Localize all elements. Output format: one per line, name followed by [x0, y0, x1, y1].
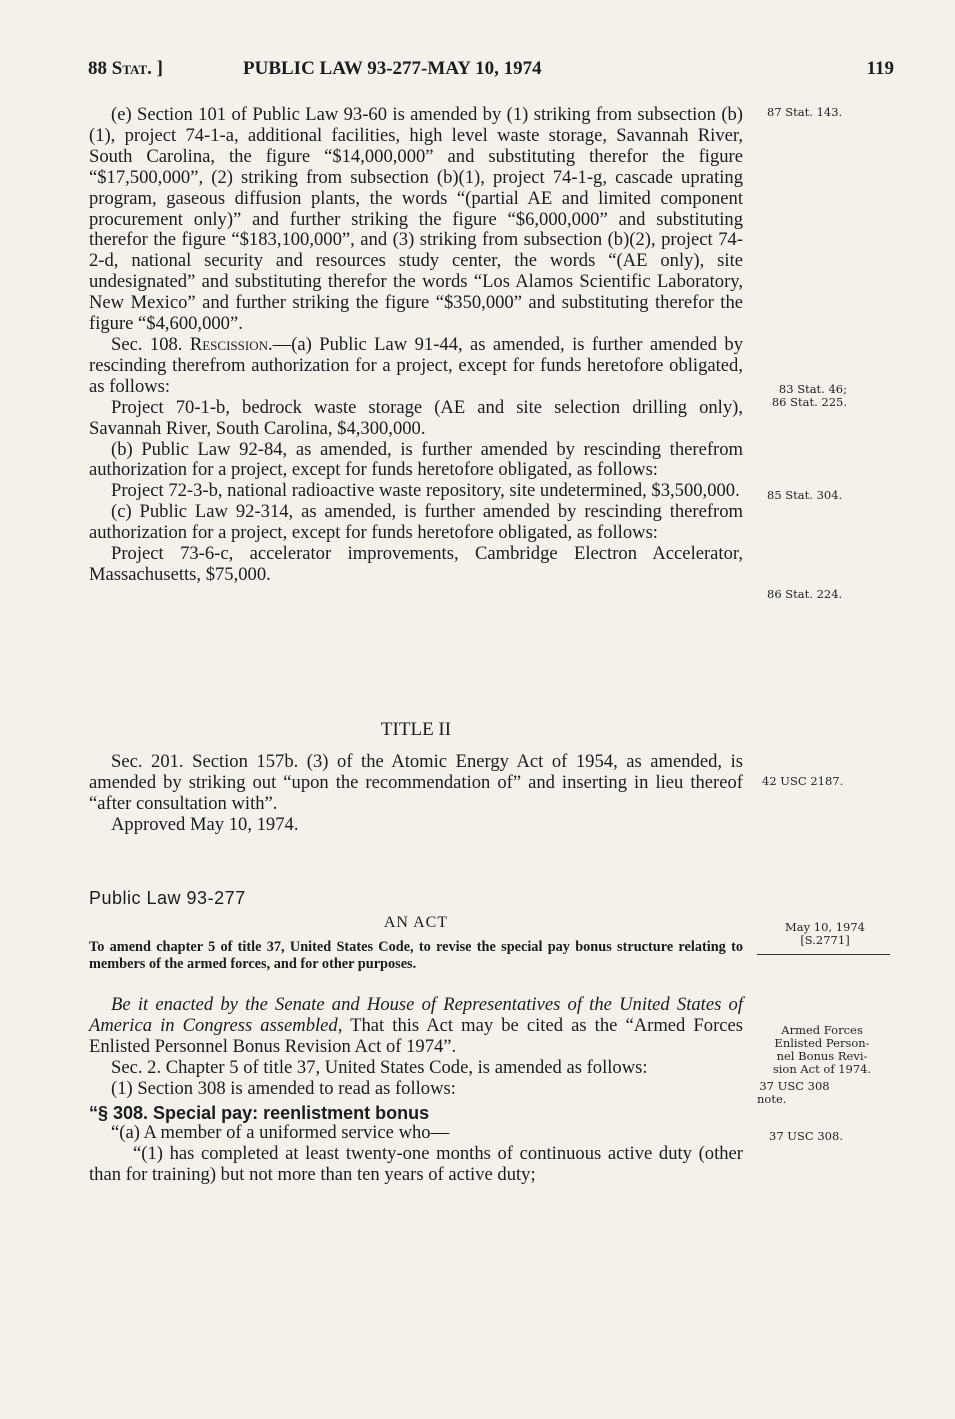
margin-note: 37 USC 308. — [769, 1129, 843, 1143]
paragraph-b: (b) Public Law 92-84, as amended, is further amended by rescinding therefrom authorization for a project, except for funds heretofore obligated, as follows: — [89, 438, 743, 481]
item-1: (1) Section 308 is amended to read as follows: — [111, 1077, 456, 1099]
act-purpose: To amend chapter 5 of title 37, United States Code, to revise the special pay bonus structure relating to members of the armed forces, and for other purposes. — [89, 939, 743, 972]
main-text — [89, 105, 743, 586]
paragraph-c: (c) Public Law 92-314, as amended, is further amended by rescinding therefrom authorization for a project, except for funds heretofore obligated, as follows: — [89, 501, 743, 544]
margin-note: 86 Stat. 224. — [767, 587, 843, 601]
section-308-heading: “§ 308. Special pay: reenlistment bonus — [89, 1102, 430, 1123]
project-72: Project 72-3-b, national radioactive waste repository, site undetermined, $3,500,000. — [111, 480, 740, 502]
title-ii-heading: TITLE II — [380, 719, 452, 740]
paragraph-308-a: “(a) A member of a uniformed service who— — [111, 1122, 450, 1144]
an-act-heading: AN ACT — [383, 914, 449, 931]
section-heading: Rescission. — [189, 333, 273, 355]
margin-note: 83 Stat. 46; 86 Stat. 225. — [771, 382, 847, 409]
title-ii-text — [89, 752, 743, 836]
margin-note: 42 USC 2187. — [762, 774, 844, 788]
page-header — [88, 58, 894, 84]
section-108: Sec. 108. Rescission.—(a) Public Law 91-44, as amended, is further amended by rescinding therefrom authorization for a project, except for funds heretofore obligated, as follows: — [89, 333, 743, 397]
public-law-label: Public Law 93-277 — [89, 888, 246, 908]
section-201: Sec. 201. Section 157b. (3) of the Atomic Energy Act of 1954, as amended, is amended by striking out “upon the recommendation of” and inserting in lieu thereof “after consultation with”. — [89, 751, 743, 814]
running-title: PUBLIC LAW 93-277-MAY 10, 1974 — [243, 58, 542, 79]
margin-note: 87 Stat. 143. — [767, 105, 843, 119]
section-2: Sec. 2. Chapter 5 of title 37, United States Code, is amended as follows: — [111, 1056, 648, 1078]
project-70: Project 70-1-b, bedrock waste storage (AE and site selection drilling only), Savannah River, South Carolina, $4,300,000. — [89, 396, 743, 439]
paragraph-308-a1: “(1) has completed at least twenty-one months of continuous active duty (other than for training) but not more than ten years of active duty; — [89, 1143, 743, 1186]
page-number: 119 — [866, 58, 894, 79]
approved-line: Approved May 10, 1974. — [111, 813, 299, 835]
margin-divider — [757, 954, 890, 955]
enacting-clause: Be it enacted by the Senate and House of Representatives of the United States of America in Congress assembled, That this Act may be cited as the “Armed Forces Enlisted Personnel Bonus Revision Act of 1974”. — [89, 994, 744, 1057]
stat-reference: 88 Stat. ] — [88, 58, 163, 79]
margin-note: 85 Stat. 304. — [767, 488, 843, 502]
margin-note-date: May 10, 1974 [S.2771] — [785, 920, 865, 947]
paragraph-e: (e) Section 101 of Public Law 93-60 is amended by (1) striking from subsection (b)(1), project 74-1-a, additional facilities, high level waste storage, Savannah River, South Carolina, the figure “$14,000,000” and substituting therefor the figure “$17,500,000”, (2) striking from subsection (b)(1), project 74-1-g, cascade uprating program, gaseous diffusion plants, the words “(partial AE and limited component procurement only)” and further striking the figure “$6,000,000” and substituting therefor the figure “$183,100,000”, and (3) striking from subsection (b)(2), project 74-2-d, national security and resources study center, the words “(AE only), site undesignated” and substituting therefor the words “Los Alamos Scientific Laboratory, New Mexico” and further striking the figure “$350,000” and substituting therefor the figure “$4,600,000”. — [89, 104, 743, 335]
act-text — [89, 995, 743, 1186]
project-73: Project 73-6-c, accelerator improvements, Cambridge Electron Accelerator, Massachusetts, $75,000. — [89, 543, 743, 585]
margin-note-short-title: Armed Forces Enlisted Person- nel Bonus Revi- sion Act of 1974. — [772, 1023, 872, 1076]
margin-note: 37 USC 308 note. — [757, 1079, 830, 1106]
